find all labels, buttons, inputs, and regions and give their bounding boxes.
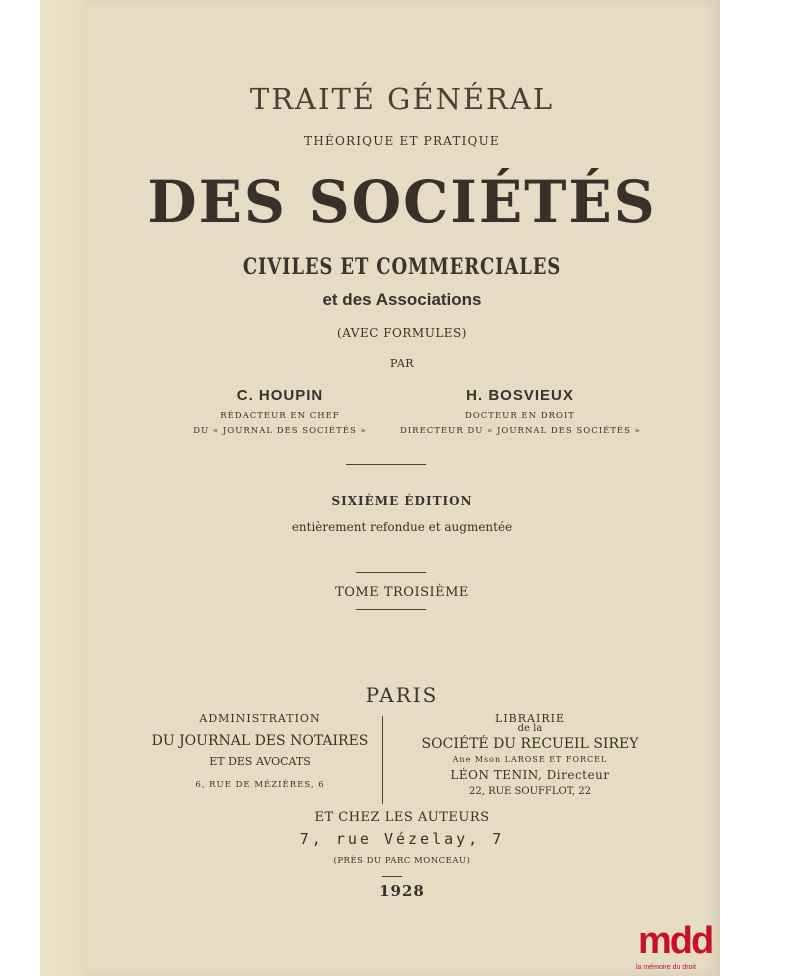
edition-note: entièrement refondue et augmentée: [291, 520, 513, 534]
imprint-right-line: SOCIÉTÉ DU RECUEIL SIREY: [421, 736, 639, 752]
divider-rule: [356, 609, 426, 610]
divider-rule: [356, 572, 426, 573]
title-page: [84, 0, 720, 976]
imprint-right-line: LÉON TENIN, Directeur: [450, 768, 610, 782]
author-title: DOCTEUR EN DROIT: [465, 411, 575, 421]
edition-label: SIXIÈME ÉDITION: [331, 494, 473, 508]
divider-rule: [346, 464, 426, 465]
book-spine-shadow: [40, 0, 84, 976]
imprint-right-address: 22, RUE SOUFFLOT, 22: [469, 786, 591, 797]
author-houpin: [170, 387, 390, 436]
main-title: DES SOCIÉTÉS: [147, 168, 657, 236]
divider-rule: [382, 876, 402, 877]
volume-label: TOME TROISIÈME: [335, 585, 469, 600]
author-affiliation: DU « JOURNAL DES SOCIÉTÉS »: [193, 426, 367, 436]
imprint-city: PARIS: [365, 683, 439, 707]
imprint-near-note: (PRÈS DU PARC MONCEAU): [333, 856, 471, 866]
imprint-right-line: LIBRAIRIE: [495, 712, 565, 725]
imprint-right-line: de la: [517, 723, 543, 734]
title-line-6: (AVEC FORMULES): [337, 326, 467, 340]
author-name: H. BOSVIEUX: [466, 387, 574, 404]
logo-mark: mdd: [638, 920, 713, 962]
imprint-left-line: ADMINISTRATION: [199, 712, 321, 725]
logo-tagline: la mémoire du droit: [636, 964, 696, 971]
imprint-right-column: [400, 712, 660, 797]
author-title: RÉDACTEUR EN CHEF: [220, 411, 340, 421]
author-affiliation: DIRECTEUR DU « JOURNAL DES SOCIÉTÉS »: [400, 426, 641, 436]
mdd-logo: [634, 918, 754, 976]
imprint-left-line: ET DES AVOCATS: [209, 755, 311, 768]
author-bosvieux: [400, 387, 640, 436]
imprint-authors-line: ET CHEZ LES AUTEURS: [314, 810, 490, 825]
title-line-5: et des Associations: [322, 290, 482, 309]
author-name: C. HOUPIN: [236, 387, 324, 404]
imprint-right-line: Ane Mson LAROSE ET FORCEL: [452, 755, 608, 764]
title-line-2: THÉORIQUE ET PRATIQUE: [304, 134, 500, 148]
column-divider: [382, 716, 383, 804]
imprint-left-address: 6, RUE DE MÉZIÈRES, 6: [195, 780, 325, 790]
publication-year: 1928: [379, 882, 425, 900]
title-line-4: CIVILES ET COMMERCIALES: [242, 254, 562, 280]
imprint-left-line: DU JOURNAL DES NOTAIRES: [151, 733, 369, 749]
imprint-left-column: [140, 712, 380, 790]
title-line-1: TRAITÉ GÉNÉRAL: [249, 82, 555, 116]
imprint-authors-address: 7, rue Vézelay, 7: [299, 830, 505, 848]
by-label: PAR: [389, 357, 415, 370]
